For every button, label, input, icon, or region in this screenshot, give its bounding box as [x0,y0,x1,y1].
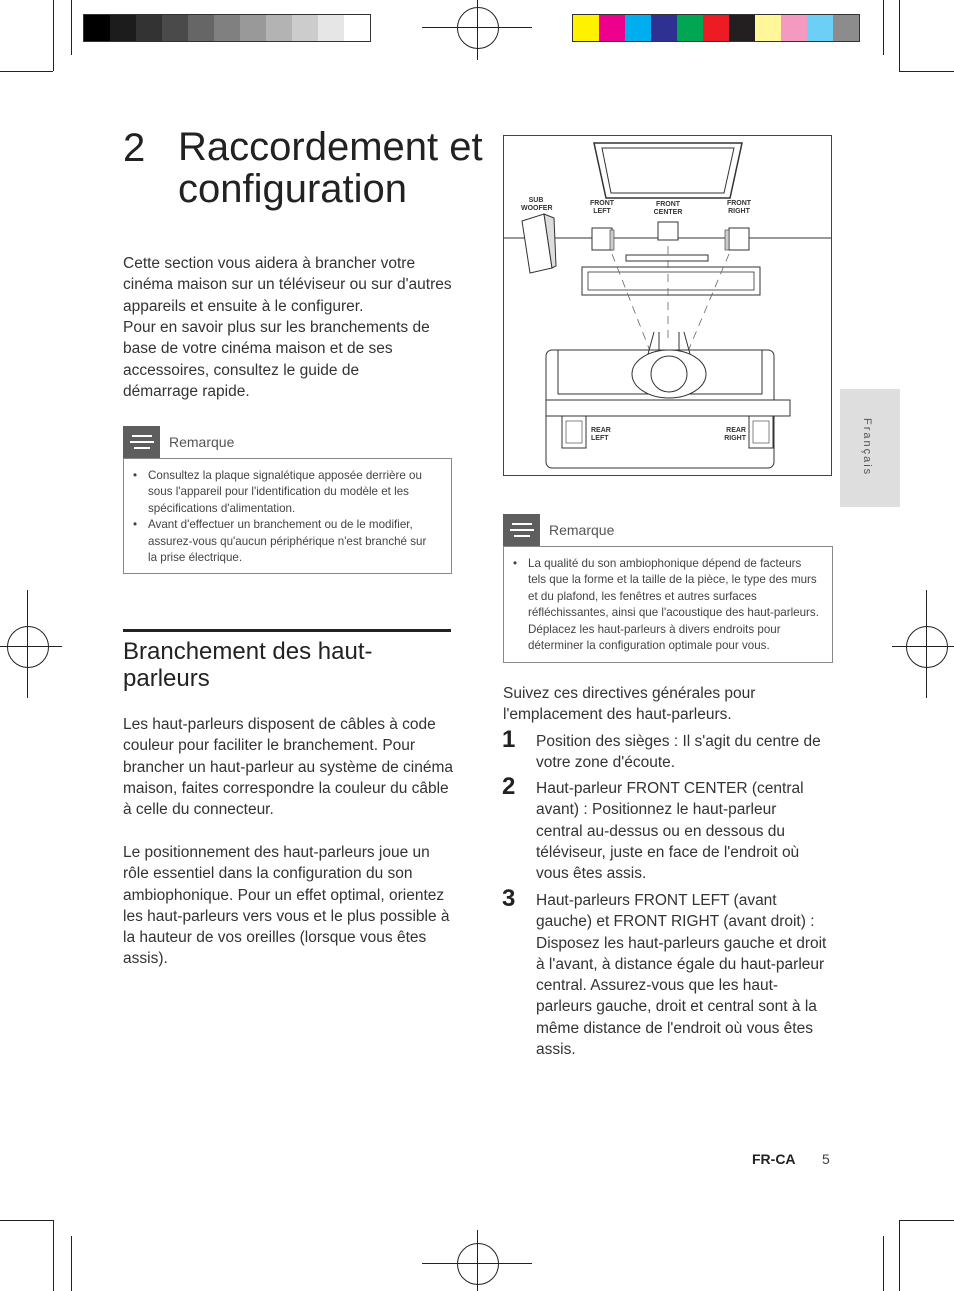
calibration-swatch [833,15,859,41]
intro-paragraph-2: Pour en savoir plus sur les branchements de base de votre cinéma maison et de ses accessoires, consultez le guide de démarrage rapide. [123,319,430,400]
note-item: • Consultez la plaque signalétique apposée derrière ou sous l'appareil pour l'identification du modèle et les spécifications d'alimentation. [124,468,437,517]
note-header [503,514,614,546]
label-front-left: FRONT LEFT [589,200,615,215]
label-front-right: FRONT RIGHT [726,200,752,215]
note-header [123,426,234,458]
note-item: • La qualité du son ambiophonique dépend de facteurs tels que la forme et la taille de la pièce, le type des murs et du plafond, les fenêtres et autres surfaces réfléchissantes, ainsi que l'acoustique des haut-parleurs. Déplacez les haut-parleurs à divers endroits pour déterminer la configuration optimale pour vous. [504,556,820,654]
section-paragraph-2: Le positionnement des haut-parleurs joue un rôle essentiel dans la configuration du son ambiophonique. Pour un effet optimal, orientez les haut-parleurs vers vous et le plus possible à la hauteur de vos oreilles (lorsque vous êtes assis). [123,844,450,968]
step-number: 3 [502,885,516,912]
note-item: • Avant d'effectuer un branchement ou de le modifier, assurez-vous qu'aucun périphérique n'est branché sur la prise électrique. [124,517,437,566]
calibration-swatch [188,15,214,41]
gray-calibration-bar [83,14,371,42]
subwoofer-icon [522,214,556,273]
calibration-swatch [703,15,729,41]
note-label: Remarque [549,522,615,538]
label-rear-left: REAR LEFT [591,427,611,442]
section-paragraph-1: Les haut-parleurs disposent de câbles à code couleur pour faciliter le branchement. Pour brancher un haut-parleur au système de cinéma maison, faites correspondre la couleur du câble à celle du connecteur. [123,716,453,819]
step-number: 2 [502,773,516,800]
calibration-swatch [344,15,370,41]
calibration-swatch [755,15,781,41]
note-box [503,546,833,663]
tv-icon [594,143,742,198]
chapter-number: 2 [123,126,146,170]
chapter-title: Raccordement et configuration [178,125,483,211]
front-right-speaker-icon [725,228,749,250]
color-calibration-bar [572,14,860,42]
section-rule [123,629,451,632]
front-center-speaker-icon [658,222,678,240]
intro-paragraph-1: Cette section vous aidera à brancher votre cinéma maison sur un téléviseur ou sur d'autres appareils et ensuite à le configurer. [123,255,452,315]
calibration-swatch [318,15,344,41]
calibration-swatch [807,15,833,41]
step-number: 1 [502,726,516,753]
calibration-swatch [266,15,292,41]
label-subwoofer: SUB WOOFER [521,197,553,212]
calibration-swatch [625,15,651,41]
calibration-swatch [573,15,599,41]
calibration-swatch [162,15,188,41]
guidelines-intro: Suivez ces directives générales pour l'emplacement des haut-parleurs. [503,685,756,724]
step-text: Haut-parleur FRONT CENTER (central avant) : Positionnez le haut-parleur central au-dessus ou en dessous du téléviseur, juste en face de l'endroit où vous êtes assis. [536,780,804,883]
rear-left-speaker-icon [562,416,586,448]
calibration-swatch [136,15,162,41]
calibration-swatch [651,15,677,41]
note-label: Remarque [169,434,235,450]
calibration-swatch [110,15,136,41]
rear-right-speaker-icon [749,416,773,448]
label-rear-right: REAR RIGHT [724,427,746,442]
calibration-swatch [599,15,625,41]
page-number: 5 [822,1151,830,1167]
media-console-icon [582,255,760,295]
calibration-swatch [240,15,266,41]
step-text: Haut-parleurs FRONT LEFT (avant gauche) et FRONT RIGHT (avant droit) : Disposez les haut-parleurs gauche et droit à l'avant, à distance égale du haut-parleur central. Assurez-vous que les haut-parleurs gauche, droit et central sont à la même distance de l'endroit où vous êtes assis. [536,892,827,1059]
footer-locale-code: FR-CA [752,1151,796,1167]
calibration-swatch [729,15,755,41]
listener-icon [632,332,706,398]
calibration-swatch [677,15,703,41]
calibration-swatch [84,15,110,41]
section-title: Branchement des haut-parleurs [123,638,373,692]
front-left-speaker-icon [592,228,614,250]
label-front-center: FRONT CENTER [653,201,683,216]
calibration-swatch [292,15,318,41]
note-icon [123,426,160,458]
step-text: Position des sièges : Il s'agit du centre de votre zone d'écoute. [536,733,821,772]
note-box [123,458,452,574]
calibration-swatch [781,15,807,41]
language-label: Français [861,418,873,477]
calibration-swatch [214,15,240,41]
speaker-placement-diagram [503,135,832,476]
note-icon [503,514,540,546]
